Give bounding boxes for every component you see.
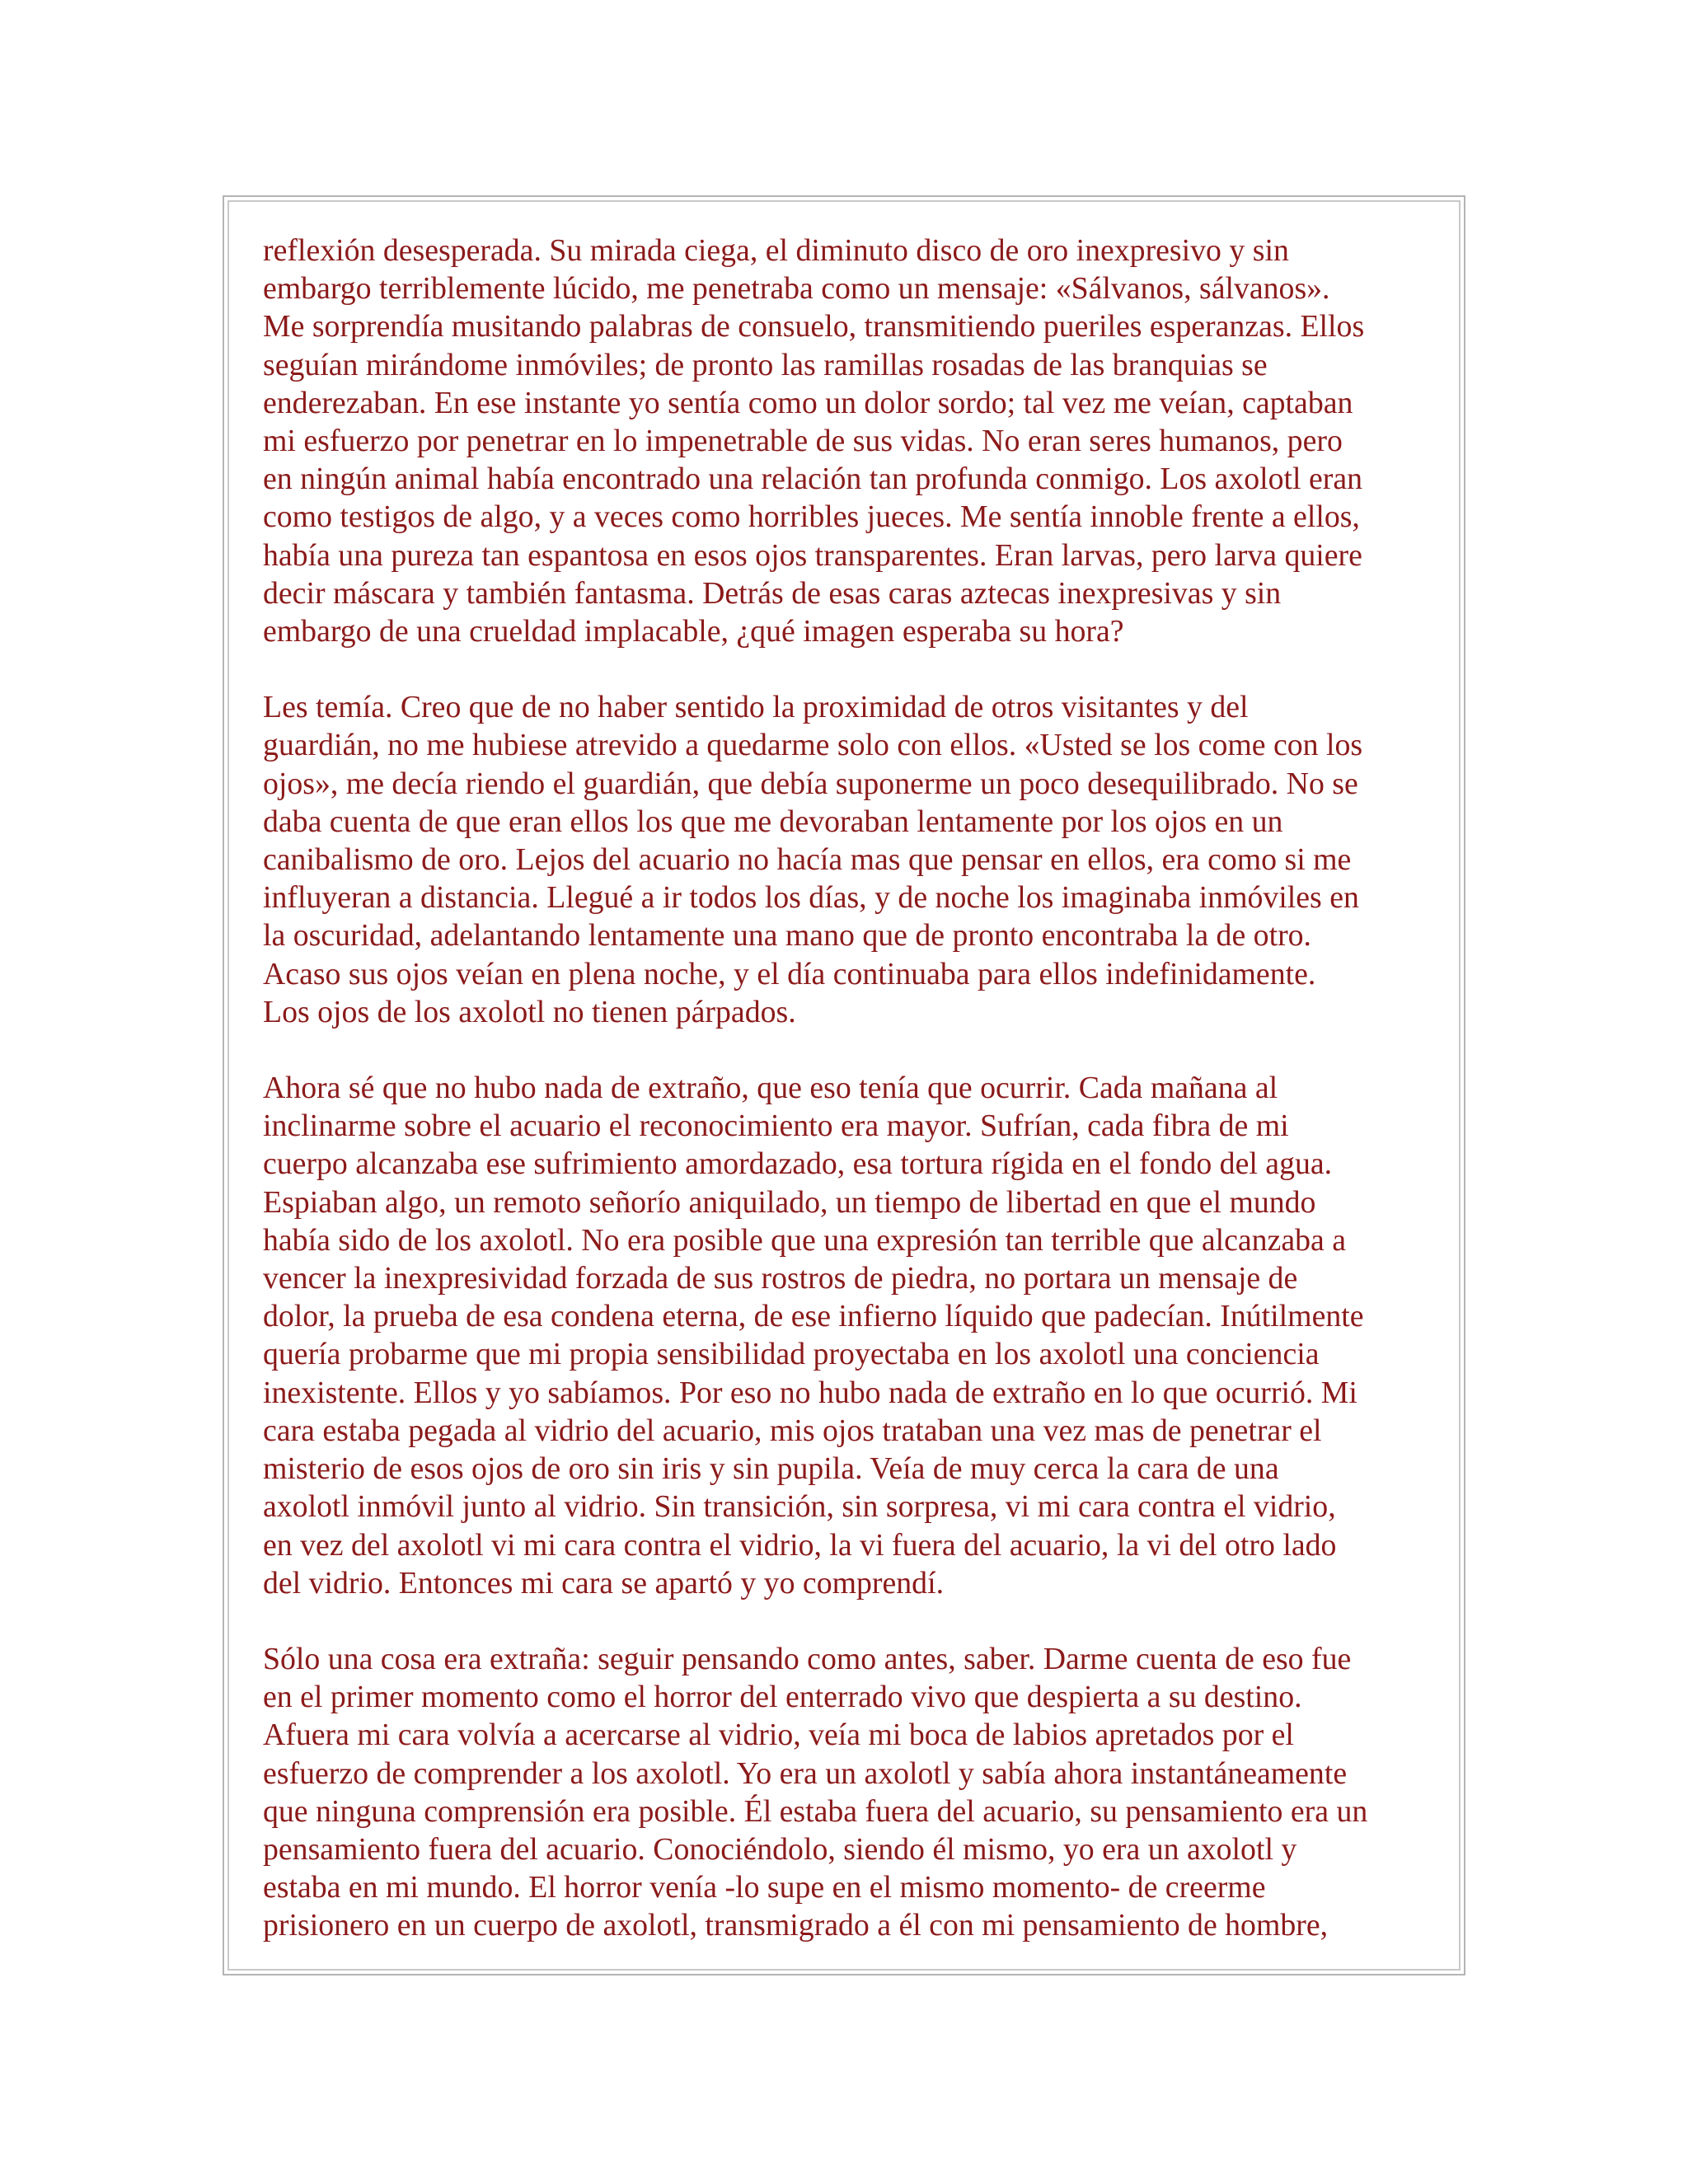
text-line: Acaso sus ojos veían en plena noche, y el día continuaba para ellos indefinidamente. <box>263 956 1316 991</box>
text-line: Los ojos de los axolotl no tienen párpados. <box>263 994 796 1029</box>
text-line: misterio de esos ojos de oro sin iris y sin pupila. Veía de muy cerca la cara de una <box>263 1451 1279 1487</box>
text-line: reflexión desesperada. Su mirada ciega, el diminuto disco de oro inexpresivo y sin <box>263 233 1289 268</box>
text-line: Sólo una cosa era extraña: seguir pensando como antes, saber. Darme cuenta de eso fue <box>263 1641 1352 1676</box>
text-line: inclinarme sobre el acuario el reconocimiento era mayor. Sufrían, cada fibra de mi <box>263 1108 1289 1144</box>
text-line: cuerpo alcanzaba ese sufrimiento amordazado, esa tortura rígida en el fondo del agua. <box>263 1146 1333 1182</box>
paragraph <box>263 232 1442 650</box>
text-line: en vez del axolotl vi mi cara contra el vidrio, la vi fuera del acuario, la vi del otro lado <box>263 1527 1337 1563</box>
text-line: Espiaban algo, un remoto señorío aniquilado, un tiempo de libertad en que el mundo <box>263 1184 1316 1220</box>
text-line: cara estaba pegada al vidrio del acuario, mis ojos trataban una vez mas de penetrar el <box>263 1413 1322 1448</box>
paragraph <box>263 1069 1442 1602</box>
text-line: embargo terriblemente lúcido, me penetraba como un mensaje: «Sálvanos, sálvanos». <box>263 271 1330 307</box>
text-line: canibalismo de oro. Lejos del acuario no hacía mas que pensar en ellos, era como si me <box>263 842 1352 878</box>
text-line: Me sorprendía musitando palabras de consuelo, transmitiendo pueriles esperanzas. Ellos <box>263 309 1365 344</box>
text-line: enderezaban. En ese instante yo sentía como un dolor sordo; tal vez me veían, captaban <box>263 385 1353 420</box>
text-line: quería probarme que mi propia sensibilidad proyectaba en los axolotl una conciencia <box>263 1337 1320 1372</box>
text-line: pensamiento fuera del acuario. Conociéndolo, siendo él mismo, yo era un axolotl y <box>263 1831 1297 1867</box>
text-line: Ahora sé que no hubo nada de extraño, que eso tenía que ocurrir. Cada mañana al <box>263 1071 1278 1106</box>
paragraph <box>263 688 1442 1031</box>
text-line: embargo de una crueldad implacable, ¿qué imagen esperaba su hora? <box>263 614 1124 649</box>
text-frame <box>223 195 1465 1975</box>
text-line: mi esfuerzo por penetrar en lo impenetrable de sus vidas. No eran seres humanos, pero <box>263 424 1343 459</box>
paragraph <box>263 1640 1442 1945</box>
text-line: daba cuenta de que eran ellos los que me devoraban lentamente por los ojos en un <box>263 804 1283 839</box>
text-line: la oscuridad, adelantando lentamente una mano que de pronto encontraba la de otro. <box>263 918 1312 954</box>
text-line: había sido de los axolotl. No era posible que una expresión tan terrible que alcanzaba a <box>263 1222 1347 1258</box>
text-line: inexistente. Ellos y yo sabíamos. Por eso no hubo nada de extraño en lo que ocurrió. Mi <box>263 1375 1357 1410</box>
text-line: dolor, la prueba de esa condena eterna, de ese infierno líquido que padecían. Inútilmente <box>263 1299 1364 1334</box>
text-line: Afuera mi cara volvía a acercarse al vidrio, veía mi boca de labios apretados por el <box>263 1718 1294 1753</box>
text-line: decir máscara y también fantasma. Detrás de esas caras aztecas inexpresivas y sin <box>263 575 1282 611</box>
text-line: que ninguna comprensión era posible. Él estaba fuera del acuario, su pensamiento era un <box>263 1793 1368 1829</box>
text-line: en el primer momento como el horror del enterrado vivo que despierta a su destino. <box>263 1680 1302 1715</box>
text-line: en ningún animal había encontrado una relación tan profunda conmigo. Los axolotl eran <box>263 462 1363 497</box>
text-line: guardián, no me hubiese atrevido a quedarme solo con ellos. «Usted se los come con los <box>263 728 1363 763</box>
text-line: influyeran a distancia. Llegué a ir todos los días, y de noche los imaginaba inmóviles en <box>263 880 1359 916</box>
text-line: esfuerzo de comprender a los axolotl. Yo era un axolotl y sabía ahora instantáneamente <box>263 1755 1348 1791</box>
text-line: del vidrio. Entonces mi cara se apartó y yo comprendí. <box>263 1565 945 1601</box>
text-line: vencer la inexpresividad forzada de sus rostros de piedra, no portara un mensaje de <box>263 1261 1298 1296</box>
text-line: ojos», me decía riendo el guardián, que debía suponerme un poco desequilibrado. No se <box>263 766 1358 801</box>
text-line: seguían mirándome inmóviles; de pronto las ramillas rosadas de las branquias se <box>263 347 1268 382</box>
text-line: prisionero en un cuerpo de axolotl, transmigrado a él con mi pensamiento de hombre, <box>263 1908 1329 1943</box>
text-line: había una pureza tan espantosa en esos ojos transparentes. Eran larvas, pero larva quiere <box>263 537 1362 573</box>
text-line: como testigos de algo, y a veces como horribles jueces. Me sentía innoble frente a ellos, <box>263 499 1360 535</box>
text-body <box>227 200 1461 1971</box>
text-line: axolotl inmóvil junto al vidrio. Sin transición, sin sorpresa, vi mi cara contra el vidrio, <box>263 1489 1336 1525</box>
text-line: estaba en mi mundo. El horror venía -lo supe en el mismo momento- de creerme <box>263 1870 1266 1905</box>
text-line: Les temía. Creo que de no haber sentido la proximidad de otros visitantes y del <box>263 690 1249 725</box>
